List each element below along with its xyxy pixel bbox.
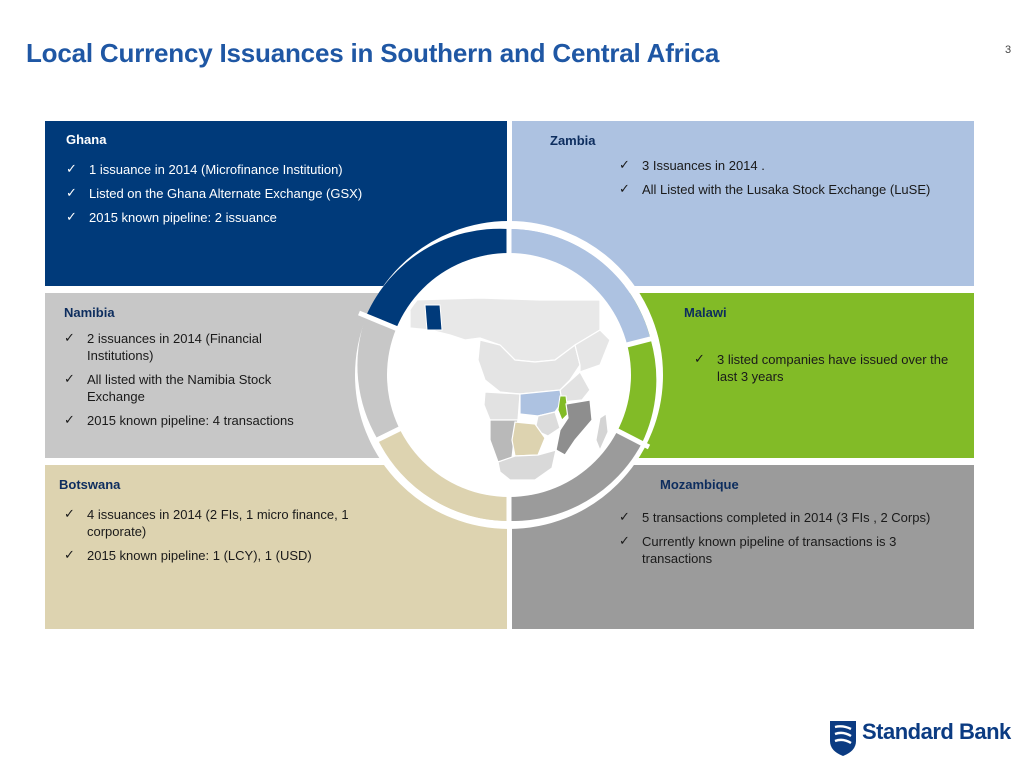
shield-icon <box>830 721 856 756</box>
panel-title: Malawi <box>684 305 727 320</box>
list-item: ✓ 5 transactions completed in 2014 (3 FIs , 2 Corps) <box>619 509 931 525</box>
check-icon: ✓ <box>66 209 77 224</box>
list-item: ✓ 2015 known pipeline: 1 (LCY), 1 (USD) <box>64 547 312 563</box>
check-icon: ✓ <box>64 506 75 521</box>
check-icon: ✓ <box>619 157 630 172</box>
check-icon: ✓ <box>64 371 75 386</box>
list-item: ✓ 3 listed companies have issued over the last 3 years <box>694 351 949 384</box>
check-icon: ✓ <box>64 330 75 345</box>
panel-title: Ghana <box>66 132 107 147</box>
check-icon: ✓ <box>66 161 77 176</box>
check-icon: ✓ <box>64 412 75 427</box>
check-icon: ✓ <box>619 509 630 524</box>
list-item: ✓ 2015 known pipeline: 4 transactions <box>64 412 294 428</box>
list-item: ✓ 3 Issuances in 2014 . <box>619 157 765 173</box>
check-icon: ✓ <box>66 185 77 200</box>
panel-title: Zambia <box>550 133 596 148</box>
panel-title: Namibia <box>64 305 115 320</box>
list-item: ✓ 4 issuances in 2014 (2 FIs, 1 micro finance, 1 corporate) <box>64 506 349 539</box>
list-item: ✓ All listed with the Namibia Stock Exchange <box>64 371 272 404</box>
list-item: ✓ 1 issuance in 2014 (Microfinance Institution) <box>66 161 343 177</box>
check-icon: ✓ <box>619 181 630 196</box>
list-item: ✓ All Listed with the Lusaka Stock Exchange (LuSE) <box>619 181 931 197</box>
map-ghana <box>425 305 442 330</box>
map-angola <box>484 392 520 420</box>
check-icon: ✓ <box>694 351 705 366</box>
panel-title: Botswana <box>59 477 121 492</box>
logo-text: Standard Bank <box>862 719 1011 744</box>
list-item: ✓ Listed on the Ghana Alternate Exchange (GSX) <box>66 185 363 201</box>
panel-title: Mozambique <box>660 477 739 492</box>
check-icon: ✓ <box>64 547 75 562</box>
check-icon: ✓ <box>619 533 630 548</box>
page-number: 3 <box>1005 44 1012 56</box>
list-item: ✓ 2015 known pipeline: 2 issuance <box>66 209 277 225</box>
page-title: Local Currency Issuances in Southern and Central Africa <box>26 38 720 68</box>
list-item: ✓ 2 issuances in 2014 (Financial Institutions) <box>64 330 262 363</box>
list-item: ✓ Currently known pipeline of transactions is 3 transactions <box>619 533 897 566</box>
